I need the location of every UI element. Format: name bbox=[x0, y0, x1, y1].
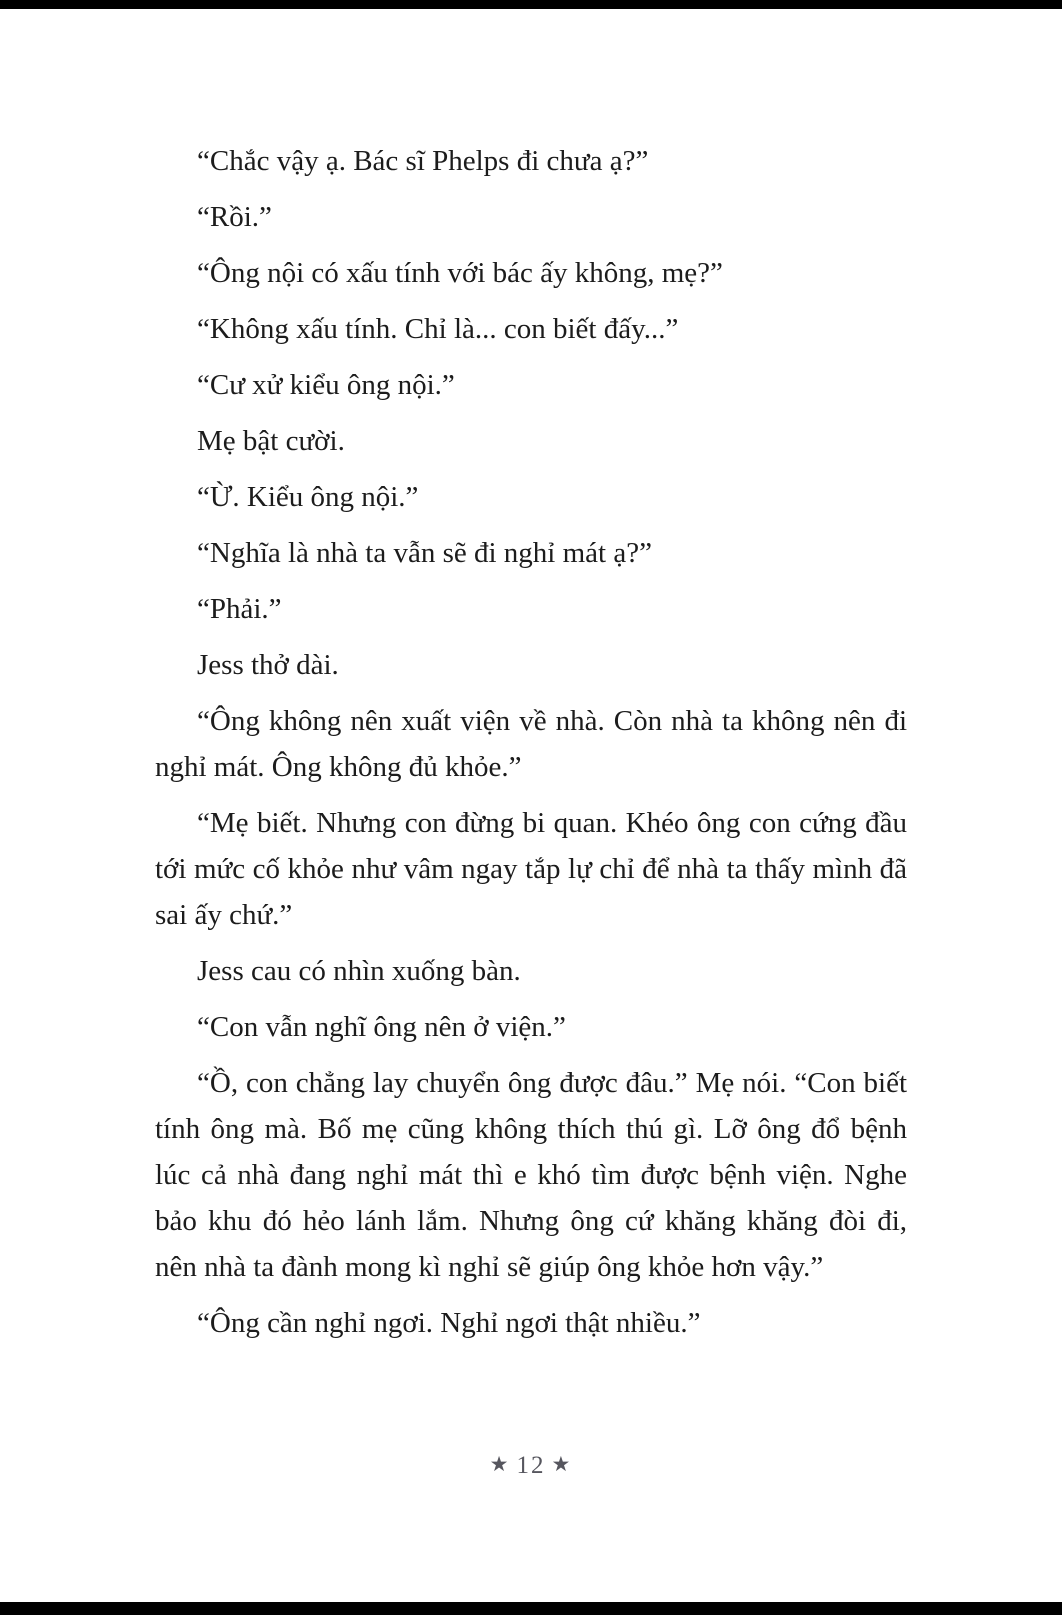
paragraph: “Cư xử kiểu ông nội.” bbox=[197, 369, 455, 401]
paragraph: “Con vẫn nghĩ ông nên ở viện.” bbox=[197, 1011, 566, 1043]
top-edge-bar bbox=[0, 0, 1062, 9]
page-footer bbox=[0, 1452, 1062, 1480]
paragraph: “Nghĩa là nhà ta vẫn sẽ đi nghỉ mát ạ?” bbox=[197, 537, 652, 569]
star-right-icon: ★ bbox=[551, 1452, 573, 1476]
paragraph: “Ông cần nghỉ ngơi. Nghỉ ngơi thật nhiều.” bbox=[197, 1307, 701, 1339]
paragraph: “Rồi.” bbox=[197, 201, 272, 233]
paragraph: “Ông nội có xấu tính với bác ấy không, mẹ?” bbox=[197, 257, 723, 289]
page-text-block bbox=[155, 138, 907, 1356]
page-number: 12 bbox=[516, 1452, 546, 1479]
paragraph: “Ừ. Kiểu ông nội.” bbox=[197, 481, 419, 513]
bottom-edge-bar bbox=[0, 1602, 1062, 1615]
paragraph: Jess thở dài. bbox=[197, 649, 339, 681]
paragraph: “Ồ, con chẳng lay chuyển ông được đâu.” Mẹ nói. “Con biết tính ông mà. Bố mẹ cũng không thích thú gì. Lỡ ông đổ bệnh lúc cả nhà đang nghỉ mát thì e khó tìm được bệnh viện. Nghe bảo khu đó hẻo lánh lắm. Nhưng ông cứ khăng khăng đòi đi, nên nhà ta đành mong kì nghỉ sẽ giúp ông khỏe hơn vậy.” bbox=[155, 1067, 907, 1283]
paragraph: “Mẹ biết. Nhưng con đừng bi quan. Khéo ông con cứng đầu tới mức cố khỏe như vâm ngay tắp lự chỉ để nhà ta thấy mình đã sai ấy chứ.” bbox=[155, 807, 907, 931]
paragraph: Mẹ bật cười. bbox=[197, 425, 345, 457]
paragraph: “Phải.” bbox=[197, 593, 282, 625]
paragraph: “Ông không nên xuất viện về nhà. Còn nhà ta không nên đi nghỉ mát. Ông không đủ khỏe.” bbox=[155, 705, 907, 783]
paragraph: Jess cau có nhìn xuống bàn. bbox=[197, 955, 521, 987]
paragraph: “Chắc vậy ạ. Bác sĩ Phelps đi chưa ạ?” bbox=[197, 145, 649, 177]
star-left-icon: ★ bbox=[489, 1452, 511, 1476]
paragraph: “Không xấu tính. Chỉ là... con biết đấy...” bbox=[197, 313, 679, 345]
